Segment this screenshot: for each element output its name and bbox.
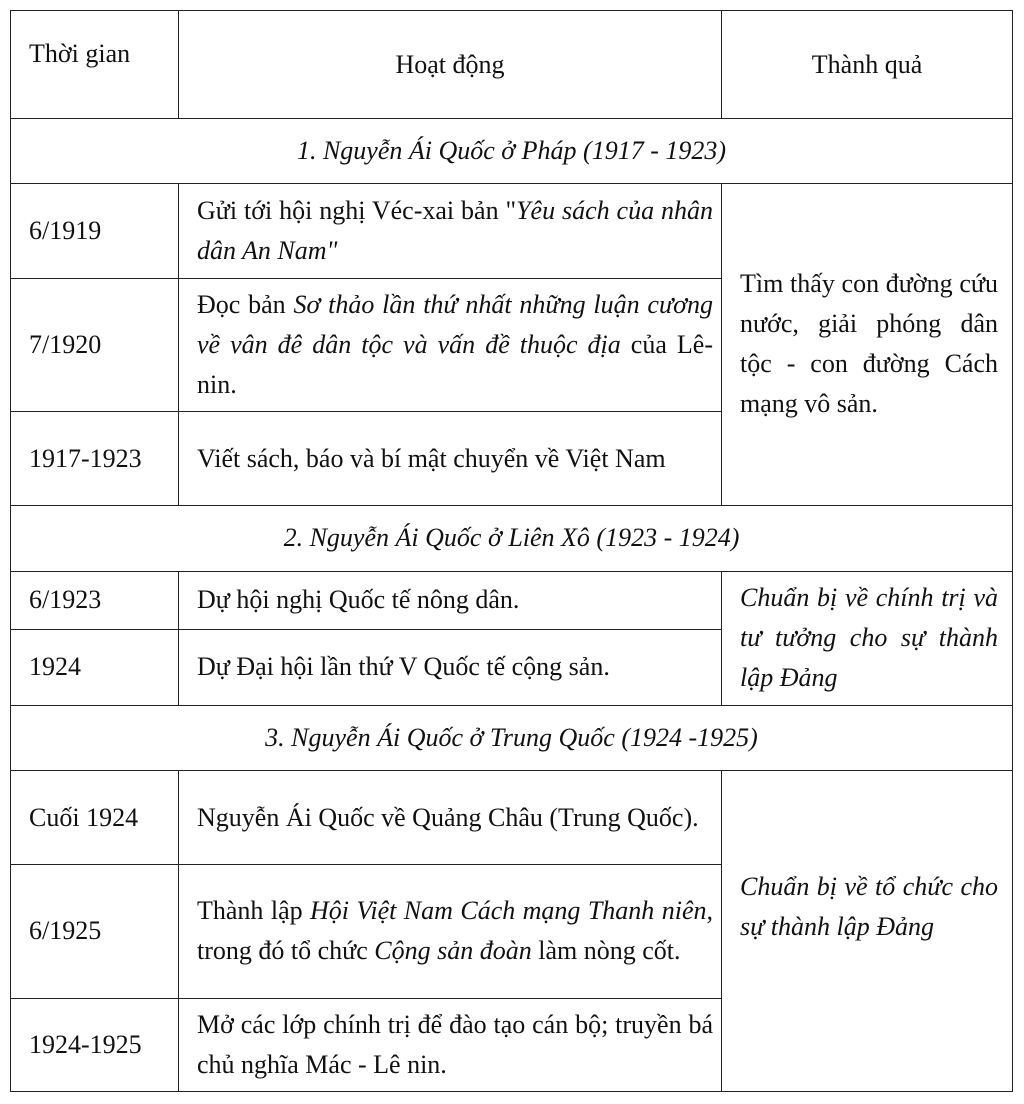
section-row: [11, 705, 1013, 770]
result-cell: Chuẩn bị về chính trị và tư tưởng cho sự thành lập Đảng: [722, 571, 1013, 705]
time-cell: 1924: [11, 629, 179, 705]
activity-cell: Dự hội nghị Quốc tế nông dân.: [179, 571, 722, 629]
table-row: [11, 771, 1013, 865]
activity-cell: Viết sách, báo và bí mật chuyển về Việt Nam: [179, 412, 722, 506]
activity-cell: Đọc bản Sơ thảo lần thứ nhất những luận cương về vân đê dân tộc và vấn đề thuộc địa của Lê-nin.: [179, 278, 722, 411]
time-cell: Cuối 1924: [11, 771, 179, 865]
activity-cell: Gửi tới hội nghị Véc-xai bản "Yêu sách của nhân dân An Nam": [179, 184, 722, 278]
section-title: 3. Nguyễn Ái Quốc ở Trung Quốc (1924 -1925): [11, 705, 1013, 770]
time-cell: 7/1920: [11, 278, 179, 411]
activity-cell: Nguyễn Ái Quốc về Quảng Châu (Trung Quốc).: [179, 771, 722, 865]
section-row: [11, 506, 1013, 571]
activity-cell: Mở các lớp chính trị để đào tạo cán bộ; truyền bá chủ nghĩa Mác - Lê nin.: [179, 998, 722, 1091]
time-cell: 6/1923: [11, 571, 179, 629]
time-cell: 6/1919: [11, 184, 179, 278]
result-cell: Chuẩn bị về tổ chức cho sự thành lập Đảng: [722, 771, 1013, 1092]
time-cell: 1917-1923: [11, 412, 179, 506]
header-time: Thời gian: [11, 11, 179, 119]
history-table: [10, 10, 1013, 1092]
time-cell: 6/1925: [11, 865, 179, 998]
header-activity: Hoạt động: [179, 11, 722, 119]
section-title: 2. Nguyễn Ái Quốc ở Liên Xô (1923 - 1924): [11, 506, 1013, 571]
result-cell: Tìm thấy con đường cứu nước, giải phóng dân tộc - con đường Cách mạng vô sản.: [722, 184, 1013, 506]
table-row: [11, 184, 1013, 278]
activity-cell: Thành lập Hội Việt Nam Cách mạng Thanh niên, trong đó tổ chức Cộng sản đoàn làm nòng cốt.: [179, 865, 722, 998]
section-row: [11, 119, 1013, 184]
time-cell: 1924-1925: [11, 998, 179, 1091]
table-row: [11, 571, 1013, 629]
header-result: Thành quả: [722, 11, 1013, 119]
section-title: 1. Nguyễn Ái Quốc ở Pháp (1917 - 1923): [11, 119, 1013, 184]
header-row: [11, 11, 1013, 119]
activity-cell: Dự Đại hội lần thứ V Quốc tế cộng sản.: [179, 629, 722, 705]
